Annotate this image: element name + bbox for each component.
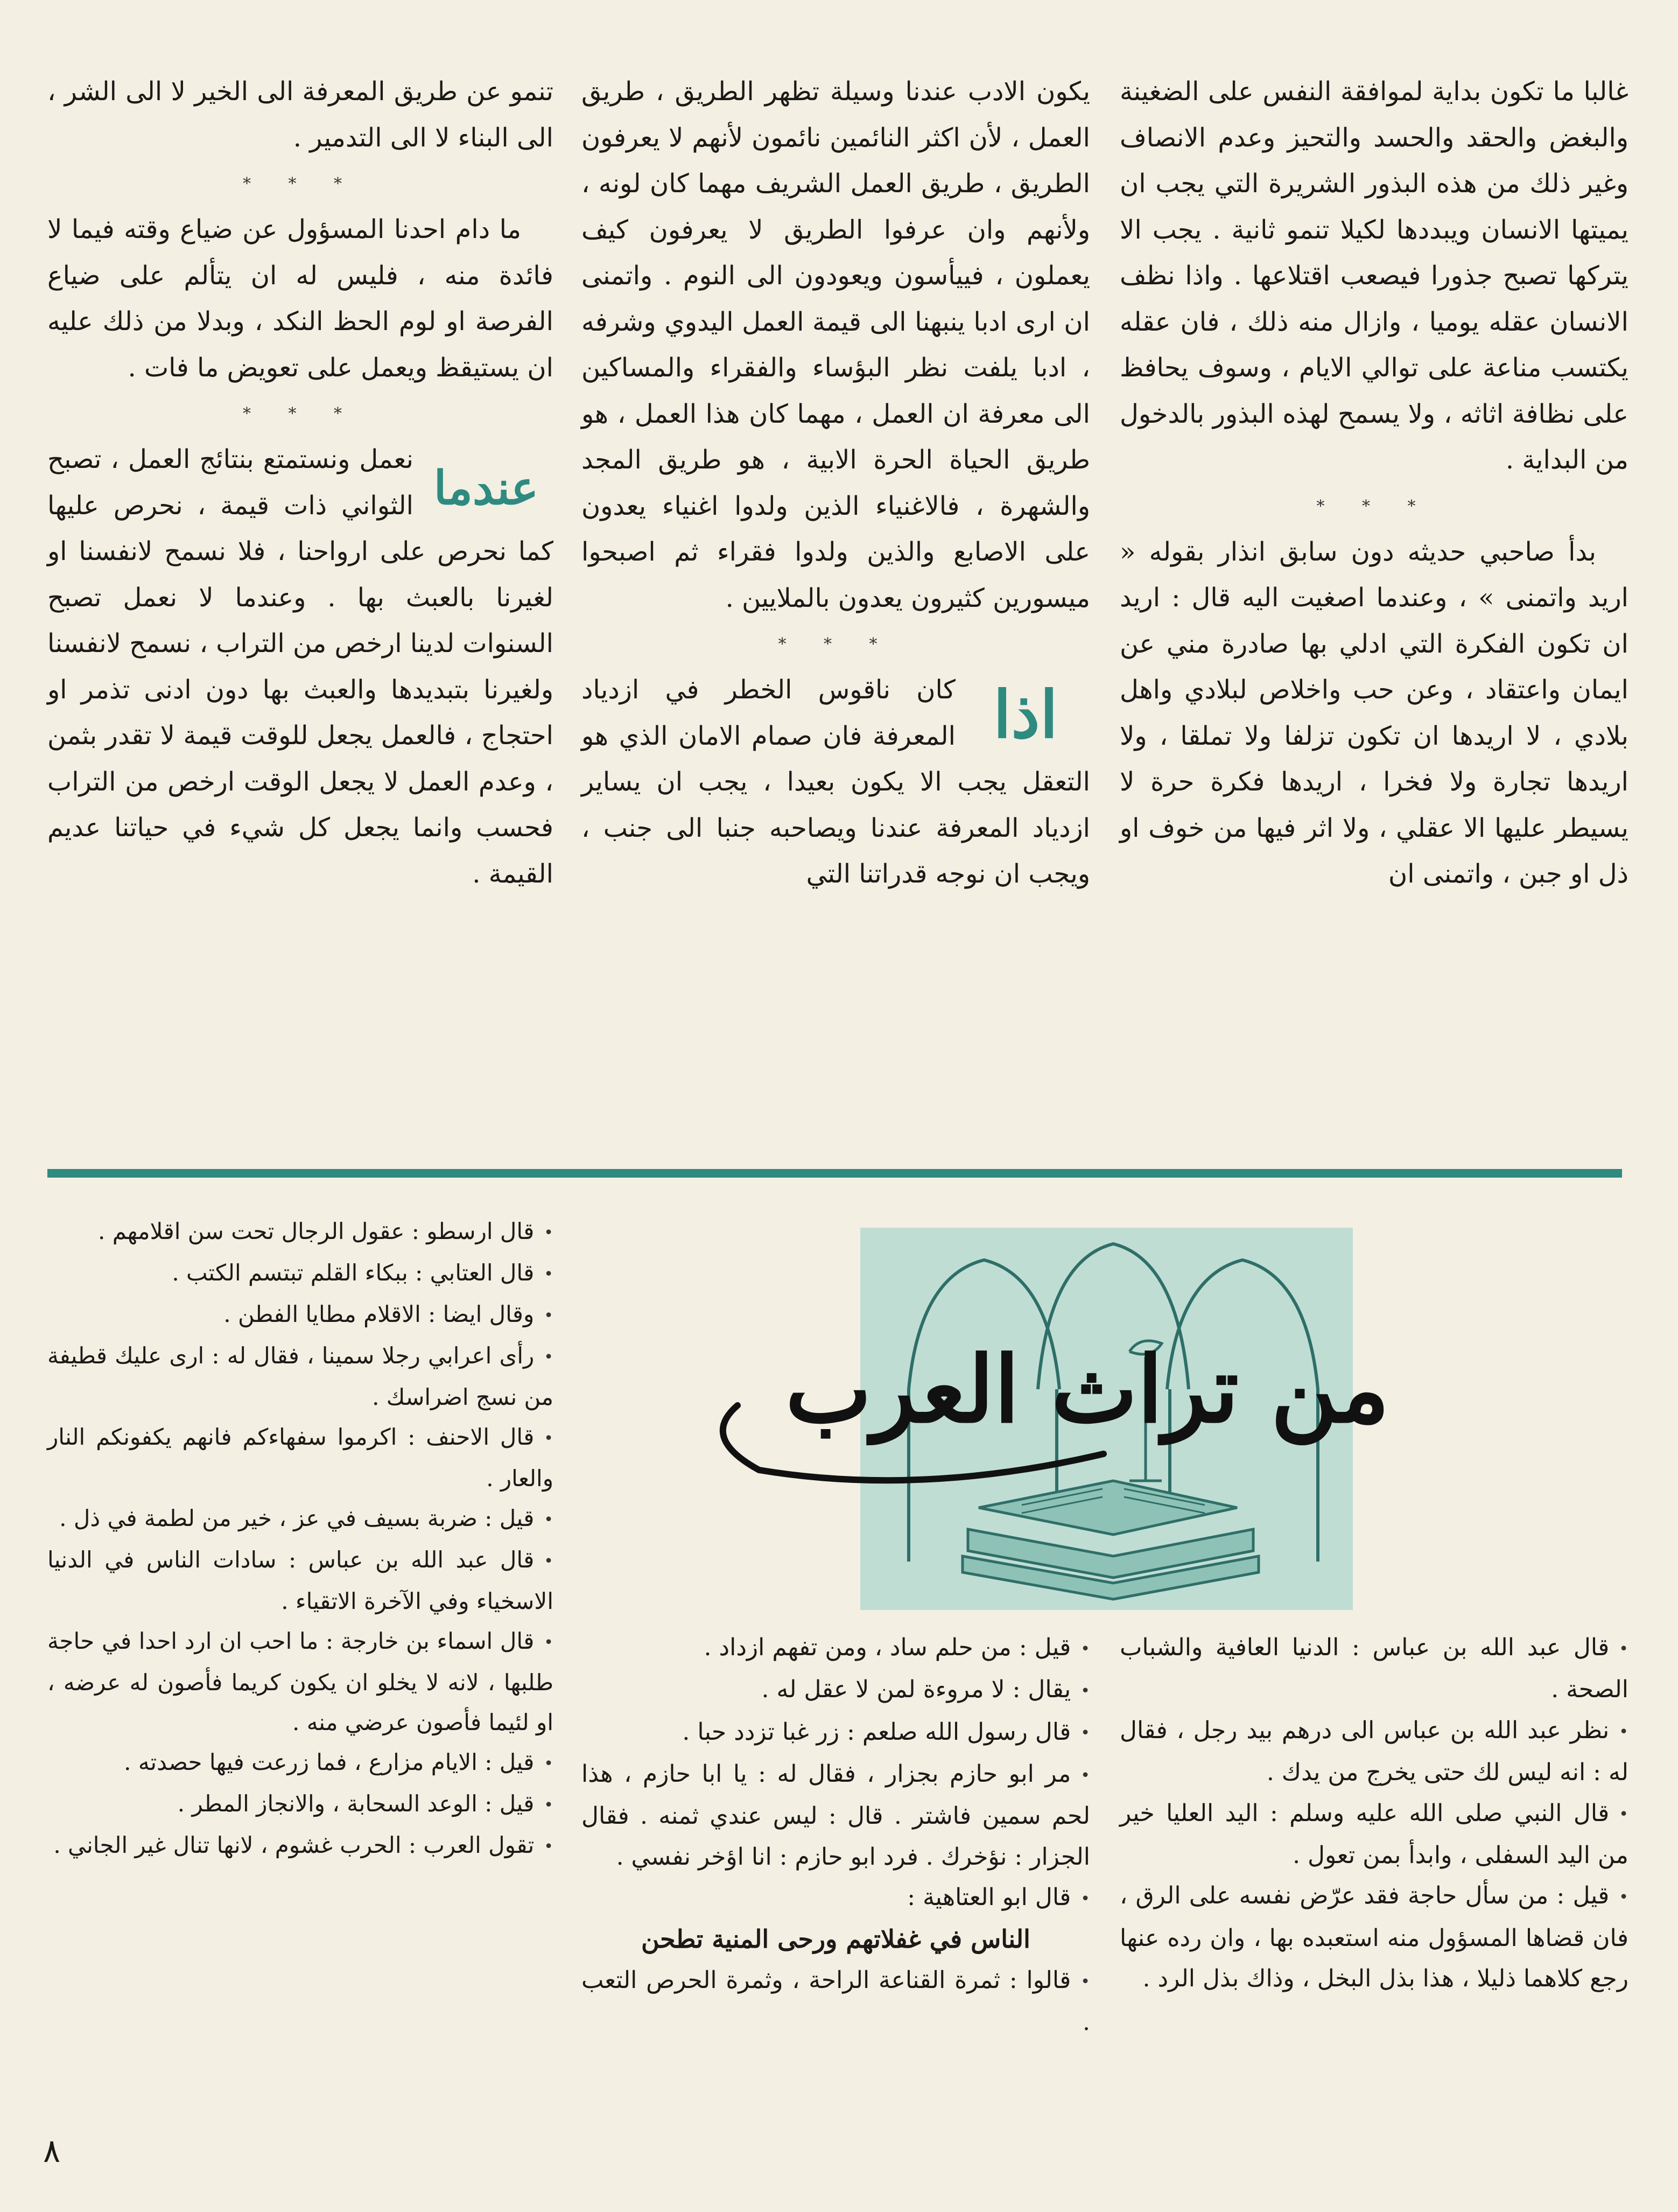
saying-item: •قيل : الوعد السحابة ، والانجاز المطر . <box>177 1790 553 1817</box>
saying-item: •يقال : لا مروءة لمن لا عقل له . <box>761 1676 1090 1704</box>
bullet-icon: • <box>544 1348 553 1367</box>
bullet-icon: • <box>544 1633 553 1652</box>
paragraph: ما دام احدنا المسؤول عن ضياع وقته فيما لا فائدة منه ، فليس له ان يتألم على ضياع الفرصة او لوم الحظ النكد ، وبدلا من ذلك عليه ان يستيقظ ويعمل على تعويض ما فات . <box>47 214 554 383</box>
saying-item: •قيل : من حلم ساد ، ومن تفهم ازداد . <box>704 1634 1090 1661</box>
section-separator: * * * <box>242 404 359 423</box>
bullet-icon: • <box>544 1429 553 1448</box>
saying-item: •تقول العرب : الحرب غشوم ، لانها تنال غير الجاني . <box>53 1832 553 1858</box>
paragraph: بدأ صاحبي حديثه دون سابق انذار بقوله « اريد واتمنى » ، وعندما اصغيت اليه قال : اريد ان تكون الفكرة التي ادلي بها صادرة مني عن ايمان واعتقاد ، وعن حب واخلاص لبلادي واهل بلادي ، لا اريدها ان تكون تزلفا ولا تملقا ، ولا اريدها تجارة ولا فخرا ، اريدها فكرة حرة لا يسيطر عليها الا عقلي ، ولا اثر فيها من خوف او ذل او جبن ، واتمنى ان <box>1120 536 1628 889</box>
bullet-icon: • <box>1080 1724 1090 1743</box>
bullet-icon: • <box>544 1796 553 1815</box>
section-separator: * * * <box>242 174 359 193</box>
section-divider <box>47 1169 1622 1178</box>
poem-verse: الناس في غفلاتهم ورحى المنية تطحن <box>641 1924 1030 1954</box>
saying-item: •قال الاحنف : اكرموا سفهاءكم فانهم يكفونكم النار والعار . <box>47 1424 553 1492</box>
bullet-icon: • <box>1619 1639 1628 1658</box>
saying-item: •قال اسماء بن خارجة : ما احب ان ارد احدا في حاجة طلبها ، لانه لا يخلو ان يكون كريما فأصون له عرضه ، او لئيما فأصون عرضي منه . <box>47 1628 553 1735</box>
bullet-icon: • <box>1619 1722 1628 1741</box>
saying-item: •قال العتابي : ببكاء القلم تبتسم الكتب . <box>172 1259 553 1286</box>
dropcap-idha-text: اذا <box>993 677 1058 753</box>
page-number: ٨ <box>43 2132 61 2170</box>
saying-item: •قيل : الايام مزارع ، فما زرعت فيها حصدته . <box>124 1749 553 1775</box>
bullet-icon: • <box>544 1265 553 1284</box>
sayings-column-left <box>47 1212 553 1867</box>
bullet-icon: • <box>544 1754 553 1773</box>
bullet-icon: • <box>1080 1889 1090 1908</box>
bullet-icon: • <box>544 1306 553 1325</box>
paragraph: غالبا ما تكون بداية لموافقة النفس على الضغينة والبغض والحقد والحسد والتحيز وعدم الانصاف وغير ذلك من هذه البذور الشريرة التي يجب ان يميتها الانسان ويبددها لكيلا تنمو ثانية . يجب الا يتركها تصبح جذورا فيصعب اقتلاعها . واذا نظف الانسان عقله يوميا ، وازال منه ذلك ، فان عقله يكتسب مناعة على توالي الايام ، وسوف يحافظ على نظافة اثاثه ، ولا يسمح لهذه البذور بالدخول من البداية . <box>1120 76 1628 475</box>
article-column-right <box>1120 69 1628 898</box>
saying-item: •قال عبد الله بن عباس : سادات الناس في الدنيا الاسخياء وفي الآخرة الاتقياء . <box>47 1546 553 1614</box>
heritage-title <box>694 1314 1480 1486</box>
sayings-column-middle <box>581 1627 1090 2043</box>
bullet-icon: • <box>1080 1766 1090 1785</box>
article-column-middle <box>581 69 1090 898</box>
section-separator: * * * <box>1316 496 1432 516</box>
bullet-icon: • <box>544 1552 553 1571</box>
saying-item: •وقال ايضا : الاقلام مطايا الفطن . <box>223 1301 553 1327</box>
bullet-icon: • <box>1619 1805 1628 1824</box>
paragraph: نعمل ونستمتع بنتائج العمل ، تصبح الثواني ذات قيمة ، نحرص عليها كما نحرص على ارواحنا ، فلا نسمح لانفسنا او لغيرنا بالعبث بها . وعندما لا نعمل تصبح السنوات لدينا ارخص من التراب ، نسمح لانفسنا ولغيرنا بتبديدها والعبث بها دون ادنى تذمر او احتجاج ، فالعمل يجعل للوقت قيمة لا تقدر بثمن ، وعدم العمل لا يجعل الوقت ارخص من التراب فحسب وانما يجعل كل شيء في حياتنا عديم القيمة . <box>47 444 553 889</box>
paragraph: كان ناقوس الخطر في ازدياد المعرفة فان صمام الامان الذي هو التعقل يجب الا يكون بعيدا ، يجب ان يساير ازدياد المعرفة عندنا ويصاحبه جنبا الى جنب ، ويجب ان نوجه قدراتنا التي <box>581 675 1090 889</box>
paragraph: تنمو عن طريق المعرفة الى الخير لا الى الشر ، الى البناء لا الى التدمير . <box>47 76 553 153</box>
saying-item: •قال النبي صلى الله عليه وسلم : اليد العليا خير من اليد السفلى ، وابدأ بمن تعول . <box>1120 1799 1628 1869</box>
bullet-icon: • <box>544 1837 553 1856</box>
bullet-icon: • <box>1080 1972 1090 1991</box>
saying-item: •رأى اعرابي رجلا سمينا ، فقال له : ارى عليك قطيفة من نسج اضراسك . <box>47 1342 553 1410</box>
dropcap-indama <box>419 437 553 528</box>
saying-item: •قيل : من سأل حاجة فقد عرّض نفسه على الرق ، فان قضاها المسؤول منه استعبده بها ، وان رده عنها رجع كلاهما ذليلا ، هذا بذل البخل ، وذاك بذل الرد . <box>1120 1882 1628 1992</box>
dropcap-idha <box>961 667 1090 759</box>
saying-item: •قال ارسطو : عقول الرجال تحت سن اقلامهم . <box>98 1218 553 1244</box>
paragraph: يكون الادب عندنا وسيلة تظهر الطريق ، طريق العمل ، لأن اكثر النائمين نائمون لأنهم لا يعرفون الطريق ، طريق العمل الشريف مهما كان لونه ، ولأنهم وان عرفوا الطريق لا يعرفون كيف يعملون ، فييأسون ويعودون الى النوم . واتمنى ان ارى ادبا ينبهنا الى قيمة العمل اليدوي وشرفه ، ادبا يلفت نظر البؤساء والفقراء والمساكين الى معرفة ان العمل ، مهما كان هذا العمل ، هو طريق الحياة الحرة الابية ، هو طريق المجد والشهرة ، فالاغنياء الذين ولدوا اغنياء يعدون على الاصابع والذين ولدوا فقراء ثم اصبحوا ميسورين كثيرون يعدون بالملايين . <box>581 76 1091 613</box>
bullet-icon: • <box>1080 1682 1090 1700</box>
saying-item: •قال رسول الله صلعم : زر غبا تزدد حبا . <box>682 1718 1090 1746</box>
bullet-icon: • <box>1080 1639 1090 1658</box>
heritage-title-text: من تراث العرب <box>785 1336 1390 1444</box>
section-separator: * * * <box>778 635 894 654</box>
saying-item: •مر ابو حازم بجزار ، فقال له : يا ابا حازم ، هذا لحم سمين فاشتر . قال : ليس عندي ثمنه . فقال الجزار : نؤخرك . فرد ابو حازم : انا اؤخر نفسي . <box>581 1760 1090 1871</box>
bullet-icon: • <box>544 1223 553 1242</box>
saying-item: •قيل : ضربة بسيف في عز ، خير من لطمة في ذل . <box>59 1505 553 1531</box>
saying-item: •قال عبد الله بن عباس : الدنيا العافية والشباب الصحة . <box>1120 1634 1628 1704</box>
bullet-icon: • <box>1619 1888 1628 1907</box>
dropcap-indama-text: عندما <box>433 461 539 515</box>
sayings-column-right <box>1120 1627 1628 1999</box>
saying-item: •قال ابو العتاهية : <box>907 1884 1090 1911</box>
bullet-icon: • <box>544 1510 553 1529</box>
saying-item: •قالوا : ثمرة القناعة الراحة ، وثمرة الحرص التعب . <box>581 1966 1090 2036</box>
article-column-left <box>47 69 553 897</box>
saying-item: •نظر عبد الله بن عباس الى درهم بيد رجل ، فقال له : انه ليس لك حتى يخرج من يدك . <box>1120 1716 1628 1786</box>
